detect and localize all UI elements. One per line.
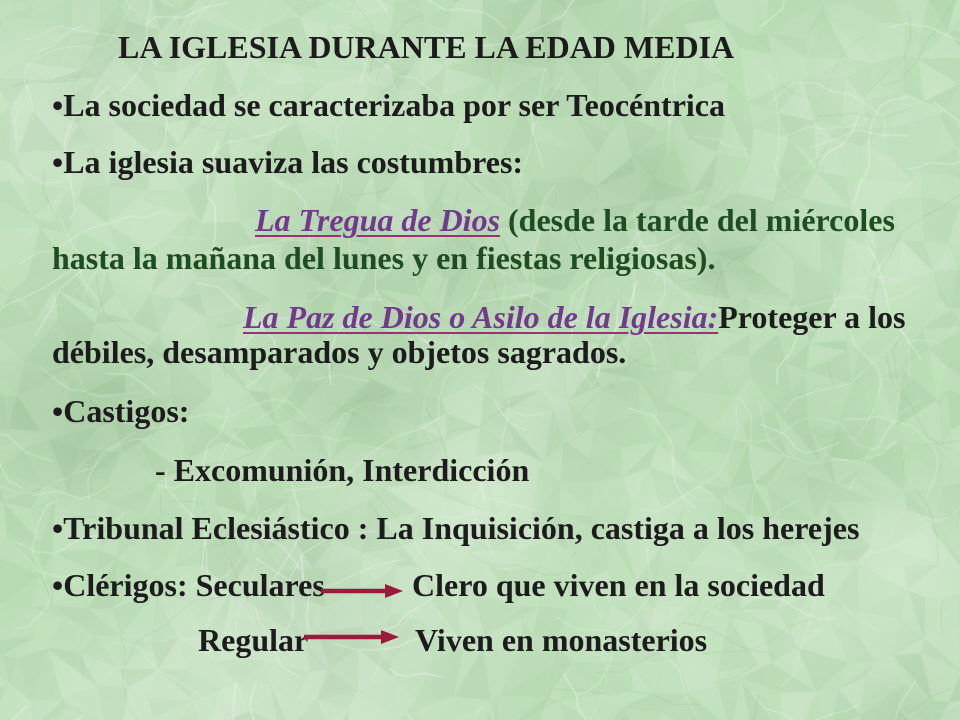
bullet-clerigos: •Clérigos: Seculares (52, 567, 325, 603)
tregua-de-dios-link[interactable]: La Tregua de Dios (255, 202, 501, 238)
bullet-tribunal: •Tribunal Eclesiástico : La Inquisición, castiga a los herejes (52, 510, 860, 546)
seculares-description: Clero que viven en la sociedad (412, 567, 825, 603)
regular-description: Viven en monasterios (415, 622, 708, 658)
paz-description-end: débiles, desamparados y objetos sagrados. (52, 334, 627, 370)
tregua-description-start: (desde la tarde del miércoles (508, 202, 895, 238)
regular-label: Regular (198, 622, 309, 658)
arrow-head (385, 584, 403, 598)
castigos-list: - Excomunión, Interdicción (155, 452, 530, 488)
bullet-castigos: •Castigos: (52, 393, 190, 429)
tregua-description-end: hasta la mañana del lunes y en fiestas religiosas). (52, 240, 716, 276)
arrow-head (381, 630, 399, 644)
paz-line-1 (243, 298, 905, 336)
tregua-line-1 (255, 201, 895, 239)
right-arrow-icon (321, 581, 403, 601)
bullet-sociedad: •La sociedad se caracterizaba por ser Teocéntrica (52, 87, 725, 123)
paz-description-start: Proteger a los (718, 299, 906, 335)
bullet-iglesia: •La iglesia suaviza las costumbres: (52, 144, 524, 180)
slide-title: LA IGLESIA DURANTE LA EDAD MEDIA (118, 29, 735, 65)
right-arrow-icon (304, 627, 399, 647)
paz-de-dios-link[interactable]: La Paz de Dios o Asilo de la Iglesia: (243, 299, 719, 335)
